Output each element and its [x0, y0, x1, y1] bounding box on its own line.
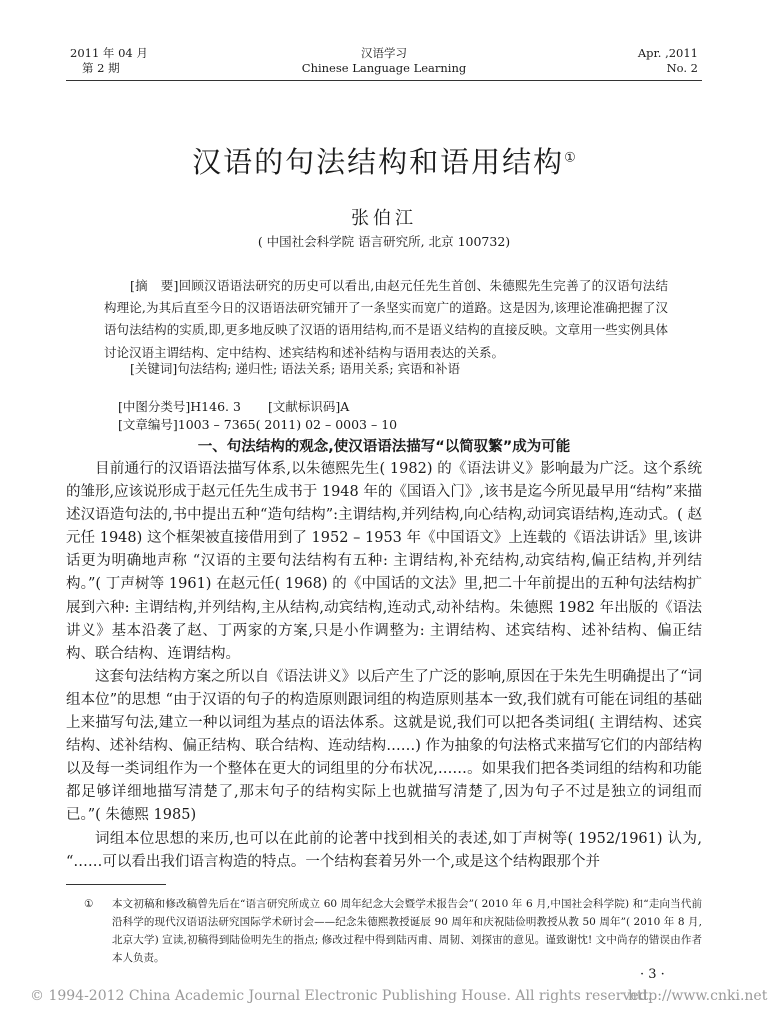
- footnote-mark: ①: [84, 898, 94, 910]
- header-divider: [66, 80, 702, 81]
- abstract-label: [摘 要]: [130, 278, 179, 293]
- header-date: 2011 年 04 月: [70, 46, 148, 60]
- footnote: [84, 895, 702, 967]
- keywords: [130, 359, 460, 377]
- journal-date-en: [638, 46, 698, 76]
- doc-code-value: A: [340, 399, 350, 414]
- footnote-divider: [66, 884, 166, 885]
- article-id-label: [文章编号]: [118, 417, 178, 432]
- paragraph: 词组本位思想的来历,也可以在此前的论著中找到相关的表述,如丁声树等( 1952/1961) 认为, “……可以看出我们语言构造的特点。一个结构套着另外一个,或是这个结构跟那个并: [66, 830, 702, 870]
- article-id-value: 1003 – 7365( 2011) 02 – 0003 – 10: [177, 417, 398, 432]
- copyright-text: © 1994-2012 China Academic Journal Electronic Publishing House. All rights reserved.: [30, 988, 653, 1004]
- abstract: [104, 275, 668, 364]
- author-affiliation: ( 中国社会科学院 语言研究所, 北京 100732): [257, 234, 511, 249]
- clc-label: [中图分类号]: [118, 399, 191, 414]
- footnote-text: 本文初稿和修改稿曾先后在“语言研究所成立 60 周年纪念大会暨学术报告会”( 2010 年 6 月,中国社会科学院) 和“走向当代前沿科学的现代汉语语法研究国际学术研讨会——纪念朱德熙教授诞辰 90 周年和庆祝陆俭明教授从教 50 周年”( 2010 年 8 月,北京大学) 宣读,初稿得到陆俭明先生的指点; 修改过程中得到陆丙甫、周韧、刘探宙的意见。谨致谢忱! 文中尚存的错误由作者本人负责。: [112, 898, 702, 964]
- keywords-text: 句法结构; 递归性; 语法关系; 语用关系; 宾语和补语: [177, 361, 461, 376]
- header-issue-en: No. 2: [666, 61, 698, 75]
- page-number: · 3 ·: [640, 967, 665, 982]
- journal-name-en: Chinese Language Learning: [301, 61, 467, 75]
- classification-line: [118, 397, 658, 433]
- cnki-url-link[interactable]: http://www.cnki.net: [628, 988, 768, 1004]
- paragraph: 目前通行的汉语语法描写体系,以朱德熙先生( 1982) 的《语法讲义》影响最为广泛。这个系统的雏形,应该说形成于赵元任先生成书于 1948 年的《国语入门》,该书是迄今所见最早用“结构”来描述汉语造句法的,书中提出五种“造句结构”:主谓结构,并列结构,向心结构,动词宾语结构,连动式。( 赵元任 1948) 这个框架被直接借用到了 1952 – 1953 年《中国语文》上连载的《语法讲话》里,该讲话更为明确地声称 “汉语的主要句法结构有五种: 主谓结构,补充结构,动宾结构,偏正结构,并列结构。”( 丁声树等 1961) 在赵元任( 1968) 的《中国话的文法》里,把二十年前提出的五种句法结构扩展到六种: 主谓结构,并列结构,主从结构,动宾结构,连动式,动补结构。朱德熙 1982 年出版的《语法讲义》基本沿袭了赵、丁两家的方案,只是小作调整为: 主谓结构、述宾结构、述补结构、偏正结构、联合结构、连谓结构。: [66, 461, 702, 662]
- copyright-notice: [30, 988, 768, 1004]
- keywords-label: [关键词]: [130, 361, 178, 376]
- paragraph: 这套句法结构方案之所以自《语法讲义》以后产生了广泛的影响,原因在于朱先生明确提出了“词组本位”的思想 “由于汉语的句子的构造原则跟词组的构造原则基本一致,我们就有可能在词组的基础上来描写句法,建立一种以词组为基点的语法体系。这就是说,我们可以把各类词组( 主谓结构、述宾结构、述补结构、偏正结构、联合结构、连动结构……) 作为抽象的句法格式来描写它们的内部结构以及每一类词组作为一个整体在更大的词组里的分布状况,……。如果我们把各类词组的结构和功能都足够详细地描写清楚了,那末句子的结构实际上也就描写清楚了,因为句子不过是独立的词组而已。”( 朱德熙 1985): [66, 668, 702, 824]
- article-title: [0, 140, 768, 181]
- journal-name-cn: 汉语学习: [361, 46, 407, 60]
- title-text: 汉语的句法结构和语用结构: [192, 145, 565, 179]
- doc-code-label: [文献标识码]: [268, 399, 341, 414]
- title-footnote-mark: ①: [564, 150, 576, 166]
- clc-value: H146. 3: [190, 399, 241, 414]
- section-heading: 一、句法结构的观念,使汉语语法描写“以简驭繁”成为可能: [197, 439, 571, 455]
- header-date-en: Apr. ,2011: [637, 46, 698, 60]
- abstract-text: 回顾汉语语法研究的历史可以看出,由赵元任先生首创、朱德熙先生完善了的汉语句法结构理论,为其后直至今日的汉语语法研究铺开了一条坚实而宽广的道路。这是因为,该理论准确把握了汉语句法结构的实质,即,更多地反映了汉语的语用结构,而不是语义结构的直接反映。文章用一些实例具体讨论汉语主谓结构、定中结构、述宾结构和述补结构与语用表达的关系。: [104, 278, 668, 360]
- header-issue: 第 2 期: [82, 61, 120, 75]
- body-text: [66, 458, 702, 874]
- author-name: 张伯江: [351, 208, 417, 229]
